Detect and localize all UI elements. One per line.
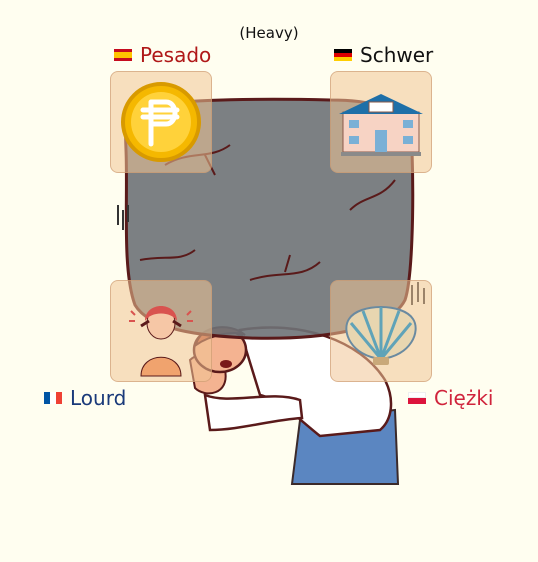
center-word: (Heavy) <box>239 24 299 42</box>
label-german <box>334 43 433 67</box>
tile-peso-coin <box>110 71 212 173</box>
school-building-icon <box>331 72 431 172</box>
translation-es: Pesado <box>140 43 212 67</box>
translation-fr: Lourd <box>70 386 127 410</box>
seashell-icon <box>331 281 431 381</box>
label-spanish <box>114 43 211 67</box>
peso-coin-icon <box>111 72 211 172</box>
tile-covering-ears-girl <box>110 280 212 382</box>
translation-de: Schwer <box>360 43 434 67</box>
flag-poland-icon <box>408 392 426 404</box>
label-polish <box>408 386 493 410</box>
flag-france-icon <box>44 392 62 404</box>
flag-spain-icon <box>114 49 132 61</box>
flag-germany-icon <box>334 49 352 61</box>
translation-pl: Ciężki <box>434 386 494 410</box>
covering-ears-girl-icon <box>111 281 211 381</box>
tile-seashell <box>330 280 432 382</box>
label-french <box>44 386 126 410</box>
tile-school-building <box>330 71 432 173</box>
